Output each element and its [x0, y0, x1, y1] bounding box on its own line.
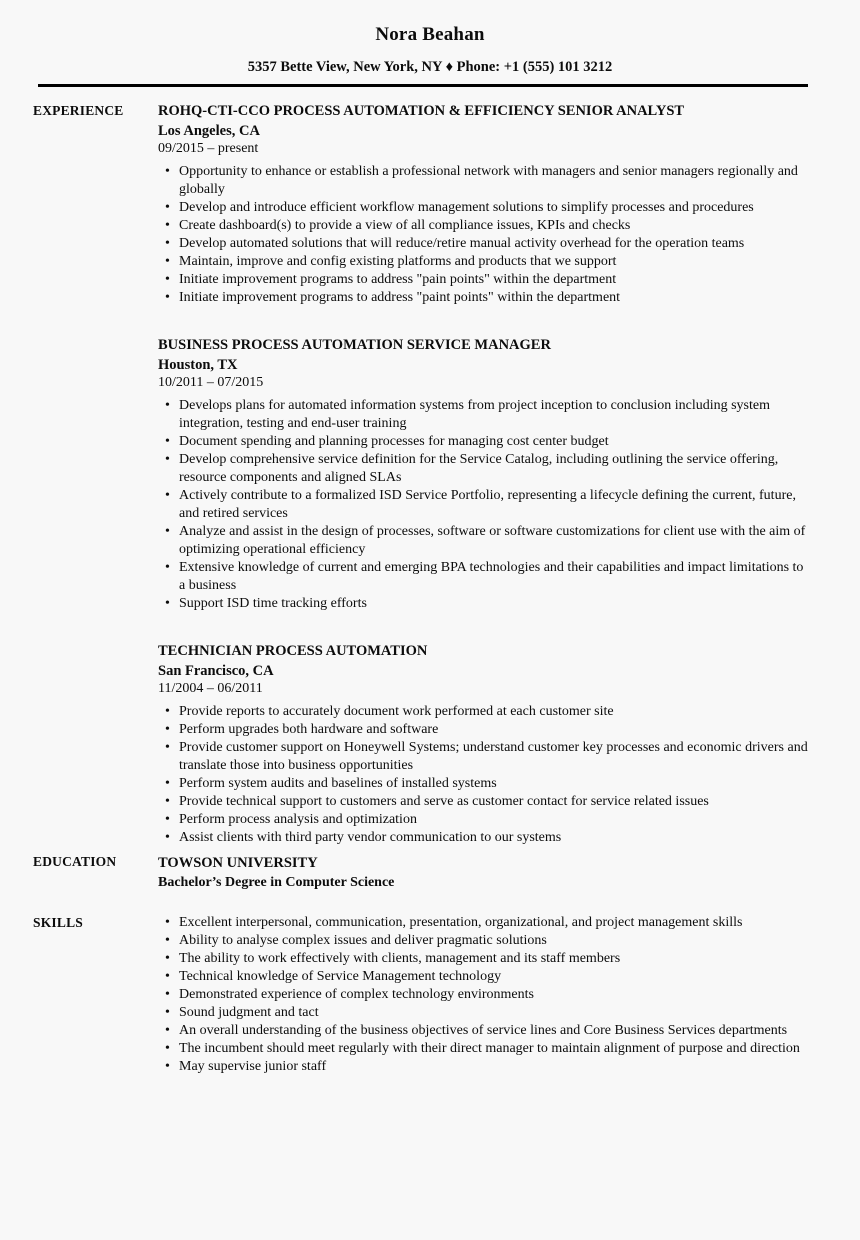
skills-section: [33, 914, 808, 1076]
job-title: ROHQ-CTI-CCO PROCESS AUTOMATION & EFFICIENCY SENIOR ANALYST: [158, 103, 685, 119]
job-bullet-list: [158, 397, 808, 613]
job-entry-1: [158, 102, 808, 307]
job-bullet: • Assist clients with third party vendor communication to our systems: [158, 829, 808, 847]
resume-header: [0, 0, 860, 87]
education-school: TOWSON UNIVERSITY: [158, 855, 318, 871]
contact-line: 5357 Bette View, New York, NY ♦ Phone: +1 (555) 101 3212: [247, 59, 613, 75]
job-bullet: • Perform system audits and baselines of installed systems: [158, 775, 808, 793]
job-location: Los Angeles, CA: [158, 123, 260, 139]
skill-bullet: • The incumbent should meet regularly with their direct manager to maintain alignment of purpose and direction: [158, 1040, 808, 1058]
experience-content: [158, 102, 808, 847]
job-location: Houston, TX: [158, 357, 238, 373]
job-bullet: • Extensive knowledge of current and emerging BPA technologies and their capabilities and impact limitations to a business: [158, 559, 808, 595]
job-bullet: • Develop and introduce efficient workflow management solutions to simplify processes and procedures: [158, 199, 808, 217]
job-bullet: • Document spending and planning processes for managing cost center budget: [158, 433, 808, 451]
skill-bullet: • May supervise junior staff: [158, 1058, 808, 1076]
skill-bullet: • An overall understanding of the business objectives of service lines and Core Business Services departments: [158, 1022, 808, 1040]
section-label-experience: EXPERIENCE: [33, 103, 124, 118]
skills-bullet-list: [158, 914, 808, 1076]
education-content: [158, 853, 808, 893]
skill-bullet: • Demonstrated experience of complex technology environments: [158, 986, 808, 1004]
job-bullet-list: [158, 703, 808, 847]
job-bullet: • Provide technical support to customers and serve as customer contact for service related issues: [158, 793, 808, 811]
job-bullet: • Provide reports to accurately document work performed at each customer site: [158, 703, 808, 721]
job-title: TECHNICIAN PROCESS AUTOMATION: [158, 643, 428, 659]
education-section: [33, 853, 808, 893]
job-bullet: • Perform process analysis and optimization: [158, 811, 808, 829]
candidate-name: Nora Beahan: [375, 24, 485, 45]
job-bullet: • Create dashboard(s) to provide a view of all compliance issues, KPIs and checks: [158, 217, 808, 235]
job-location: San Francisco, CA: [158, 663, 274, 679]
job-bullet: • Provide customer support on Honeywell Systems; understand customer key processes and economic drivers and translate those into business opportunities: [158, 739, 808, 775]
skill-bullet: • Technical knowledge of Service Management technology: [158, 968, 808, 986]
job-dates: 10/2011 – 07/2015: [158, 375, 264, 390]
job-bullet: • Develops plans for automated information systems from project inception to conclusion including system integration, testing and end-user training: [158, 397, 808, 433]
section-label-education: EDUCATION: [33, 854, 117, 869]
job-bullet-list: [158, 163, 808, 307]
job-bullet: • Initiate improvement programs to address "pain points" within the department: [158, 271, 808, 289]
education-degree: Bachelor’s Degree in Computer Science: [158, 875, 395, 890]
job-bullet: • Develop comprehensive service definition for the Service Catalog, including outlining the service offering, resource components and aligned SLAs: [158, 451, 808, 487]
job-bullet: • Support ISD time tracking efforts: [158, 595, 808, 613]
resume-body: [0, 87, 860, 1076]
job-dates: 09/2015 – present: [158, 141, 259, 156]
job-entry-3: [158, 642, 808, 847]
job-bullet: • Actively contribute to a formalized ISD Service Portfolio, representing a lifecycle defining the current, future, and retired services: [158, 487, 808, 523]
skill-bullet: • The ability to work effectively with clients, management and its staff members: [158, 950, 808, 968]
job-bullet: • Initiate improvement programs to address "paint points" within the department: [158, 289, 808, 307]
skill-bullet: • Excellent interpersonal, communication, presentation, organizational, and project management skills: [158, 914, 808, 932]
experience-section: [33, 102, 808, 847]
job-entry-2: [158, 336, 808, 613]
section-label-skills: SKILLS: [33, 915, 83, 930]
job-bullet: • Opportunity to enhance or establish a professional network with managers and senior managers regionally and globally: [158, 163, 808, 199]
job-bullet: • Maintain, improve and config existing platforms and products that we support: [158, 253, 808, 271]
skill-bullet: • Sound judgment and tact: [158, 1004, 808, 1022]
skill-bullet: • Ability to analyse complex issues and deliver pragmatic solutions: [158, 932, 808, 950]
job-title: BUSINESS PROCESS AUTOMATION SERVICE MANAGER: [158, 337, 551, 353]
job-bullet: • Develop automated solutions that will reduce/retire manual activity overhead for the operation teams: [158, 235, 808, 253]
job-bullet: • Analyze and assist in the design of processes, software or software customizations for client use with the aim of optimizing operational efficiency: [158, 523, 808, 559]
job-dates: 11/2004 – 06/2011: [158, 681, 263, 696]
job-bullet: • Perform upgrades both hardware and software: [158, 721, 808, 739]
skills-content: [158, 914, 808, 1076]
